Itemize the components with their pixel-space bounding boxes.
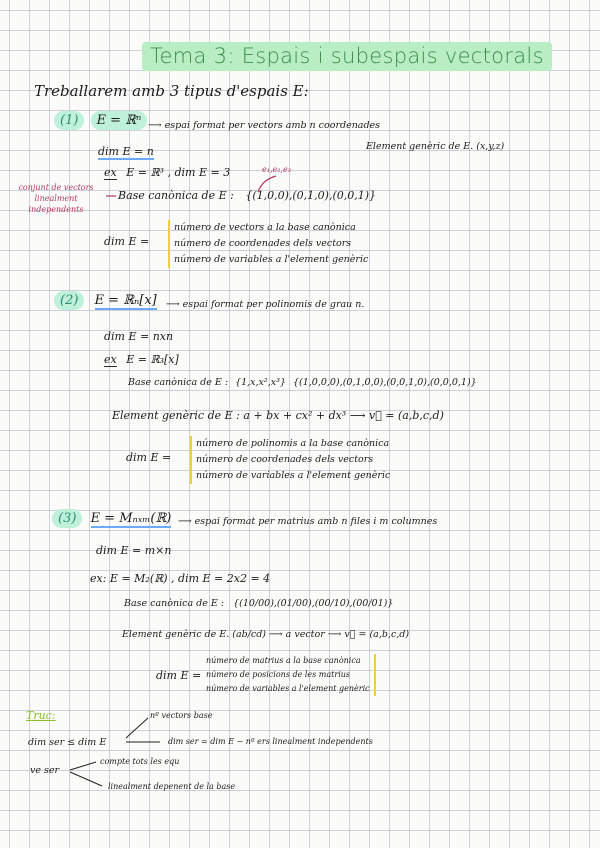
section-3-element: Element genèric de E. (ab/cd) ⟶ a vector ⟶ v⃗ = (a,b,c,d) bbox=[122, 629, 410, 640]
section-1-ex-text: E = ℝ³ , dim E = 3 bbox=[126, 166, 231, 179]
section-1-ex-label: ex bbox=[104, 166, 117, 179]
dim-line: número de coordenades dels vectors bbox=[196, 454, 374, 465]
section-3-dim: dim E = m×n bbox=[96, 544, 172, 557]
section-2-dim: dim E = nxn bbox=[104, 330, 174, 343]
section-3-definition: E = Mₙₓₘ(ℝ) bbox=[90, 511, 172, 526]
dim-line: número de variables a l'element genèric bbox=[174, 254, 369, 265]
section-3-base-label: Base canònica de E : bbox=[124, 598, 225, 609]
section-2-definition: E = ℝₙ[x] bbox=[94, 293, 157, 308]
trick-arrow-a bbox=[70, 762, 96, 770]
trick-row1-right: dim ser = dim E − nº ers linealment independents bbox=[168, 737, 373, 746]
annot-arrow bbox=[258, 176, 276, 192]
section-2-element: Element genèric de E : a + bx + cx² + dx³ ⟶ v⃗ = (a,b,c,d) bbox=[112, 409, 444, 422]
section-3-desc-text: espai format per matrius amb n files i m columnes bbox=[194, 516, 438, 527]
section-1-dim-label: dim E = bbox=[104, 235, 150, 248]
section-1-desc-text: espai format per vectors amb n coordenades bbox=[164, 120, 381, 131]
section-1-base-value: {(1,0,0),(0,1,0),(0,0,1)} bbox=[245, 189, 377, 202]
trick-label: Truc: bbox=[26, 709, 56, 722]
section-2-base-label: Base canònica de E : bbox=[128, 377, 229, 388]
dim-line: número de polinomis a la base canònica bbox=[196, 438, 390, 449]
dim-line: número de matrius a la base canònica bbox=[206, 656, 361, 665]
section-2-number: (2) bbox=[54, 291, 84, 310]
section-3-description: ⟶ espai format per matrius amb n files i m columnes bbox=[178, 516, 438, 527]
section-2-ex-text: E = ℝ₃[x] bbox=[126, 353, 179, 366]
section-1-base-label: Base canònica de E : bbox=[118, 189, 234, 202]
section-1-dim-text: dim E = n bbox=[98, 145, 154, 158]
section-1-description: ⟶ espai format per vectors amb n coordenades bbox=[148, 120, 381, 131]
section-2-description: ⟶ espai format per polinomis de grau n. bbox=[166, 299, 365, 310]
dim-line: número de variables a l'element genèric bbox=[196, 470, 391, 481]
dim-line: número de coordenades dels vectors bbox=[174, 238, 352, 249]
section-3-dim-label: dim E = bbox=[156, 669, 202, 682]
section-1-annotation: e₁,e₂,e₃ bbox=[262, 165, 291, 174]
section-3-number: (3) bbox=[52, 509, 82, 528]
trick-row1-left: dim ser ≤ dim E bbox=[28, 737, 107, 748]
side-note-independent: conjunt de vectors linealment independents bbox=[18, 183, 94, 214]
trick-row2-left: ve ser bbox=[30, 765, 60, 776]
intro-text: Treballarem amb 3 tipus d'espais E: bbox=[34, 82, 309, 100]
section-2-dim-label: dim E = bbox=[126, 451, 172, 464]
dim-line: número de posicions de les matrius bbox=[206, 670, 351, 679]
section-2-desc-text: espai format per polinomis de grau n. bbox=[182, 299, 365, 310]
trick-row2-a: compte tots les equ bbox=[100, 757, 180, 766]
page-title: Tema 3: Espais i subespais vectorals bbox=[142, 42, 552, 71]
section-2-base-value: {(1,0,0,0),(0,1,0,0),(0,0,1,0),(0,0,0,1)} bbox=[292, 377, 477, 388]
dim-line: número de vectors a la base canònica bbox=[174, 222, 356, 233]
trick-arrow-up bbox=[126, 718, 148, 738]
dim-line: número de variables a l'element genèric bbox=[206, 684, 370, 693]
section-1-number: (1) bbox=[54, 111, 84, 130]
trick-arrow-b bbox=[70, 772, 102, 786]
section-3-example: ex: E = M₂(ℝ) , dim E = 2x2 = 4 bbox=[90, 572, 271, 585]
section-3-base-value: {(10/00),(01/00),(00/10),(00/01)} bbox=[233, 598, 394, 609]
section-1-definition: E = ℝⁿ bbox=[91, 111, 148, 130]
trick-top-note: nº vectors base bbox=[150, 711, 213, 720]
trick-row2-b: linealment depenent de la base bbox=[108, 782, 236, 791]
section-2-ex-label: ex bbox=[104, 353, 117, 366]
section-2-base-left: {1,x,x²,x³} bbox=[235, 377, 286, 388]
section-1-element-generic: Element genèric de E. (x,y,z) bbox=[366, 141, 505, 152]
